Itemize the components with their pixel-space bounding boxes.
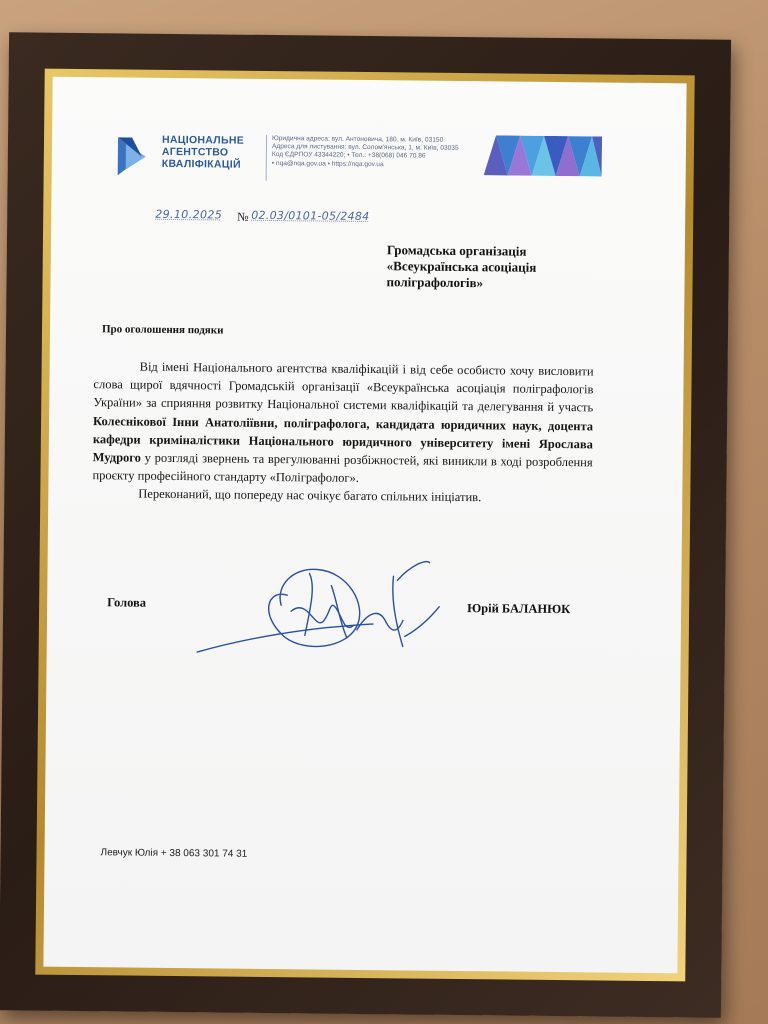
letter-paper [43, 77, 686, 974]
registration-number: 02.03/0101-05/2484 [251, 208, 370, 224]
letter-date: 29.10.2025 [155, 207, 223, 222]
gold-inner-frame [35, 69, 694, 982]
signatory-role: Голова [107, 595, 147, 610]
delegate-name: Колеснікової Інни Анатоліївни, поліграфолога, кандидата юридичних наук, доцента кафедри криміналістики Національного юридичного університету імені Ярослава Мудрого [92, 413, 594, 465]
number-label: № [237, 209, 249, 224]
picture-frame [0, 32, 731, 1018]
letter-subject: Про оголошення подяки [101, 323, 224, 337]
handwritten-signature [197, 544, 458, 667]
addressee-block: Громадська організація «Всеукраїнська асоціація поліграфологів» [386, 242, 537, 291]
agency-logo-icon [116, 135, 156, 177]
header-divider [266, 135, 267, 181]
body-paragraph: Від імені Національного агентства кваліфікацій і від себе особисто хочу висловити слова щирої вдячності Громадській організації «Всеукраїнська асоціація поліграфологів України» за сприяння розвитку Національної системи кваліфікацій та делегування й участь Колеснікової Інни Анатоліївни, поліграфолога, кандидата юридичних наук, доцента кафедри криміналістики Національного юридичного університету імені Ярослава Мудрого у розгляді звернень та врегулюванні розбіжностей, які виникли в ході розроблення проєкту професійного стандарту «Поліграфолог». [92, 359, 594, 486]
executor-contact: Левчук Юлія + 38 063 301 74 31 [100, 847, 248, 860]
geometric-banner-icon [484, 135, 602, 176]
agency-contacts: Юридична адреса: вул. Антоновича, 180, м. Київ, 03150 Адреса для листування: вул. Солом'янська, 1, м. Київ, 03035 Код ЄДРПОУ 43344220; • Тел.: +38(068) 046 70 86 • nqa@nqa.gov.ua • https://nqa.gov.ua [271, 135, 459, 168]
agency-name: НАЦІОНАЛЬНЕ АГЕНТСТВО КВАЛІФІКАЦІЙ [161, 133, 245, 171]
signatory-name: Юрій БАЛАНЮК [467, 601, 571, 617]
body-paragraph: Переконаний, що попереду нас очікує багато спільних ініціатив. [138, 487, 482, 505]
letter-body [92, 357, 593, 508]
